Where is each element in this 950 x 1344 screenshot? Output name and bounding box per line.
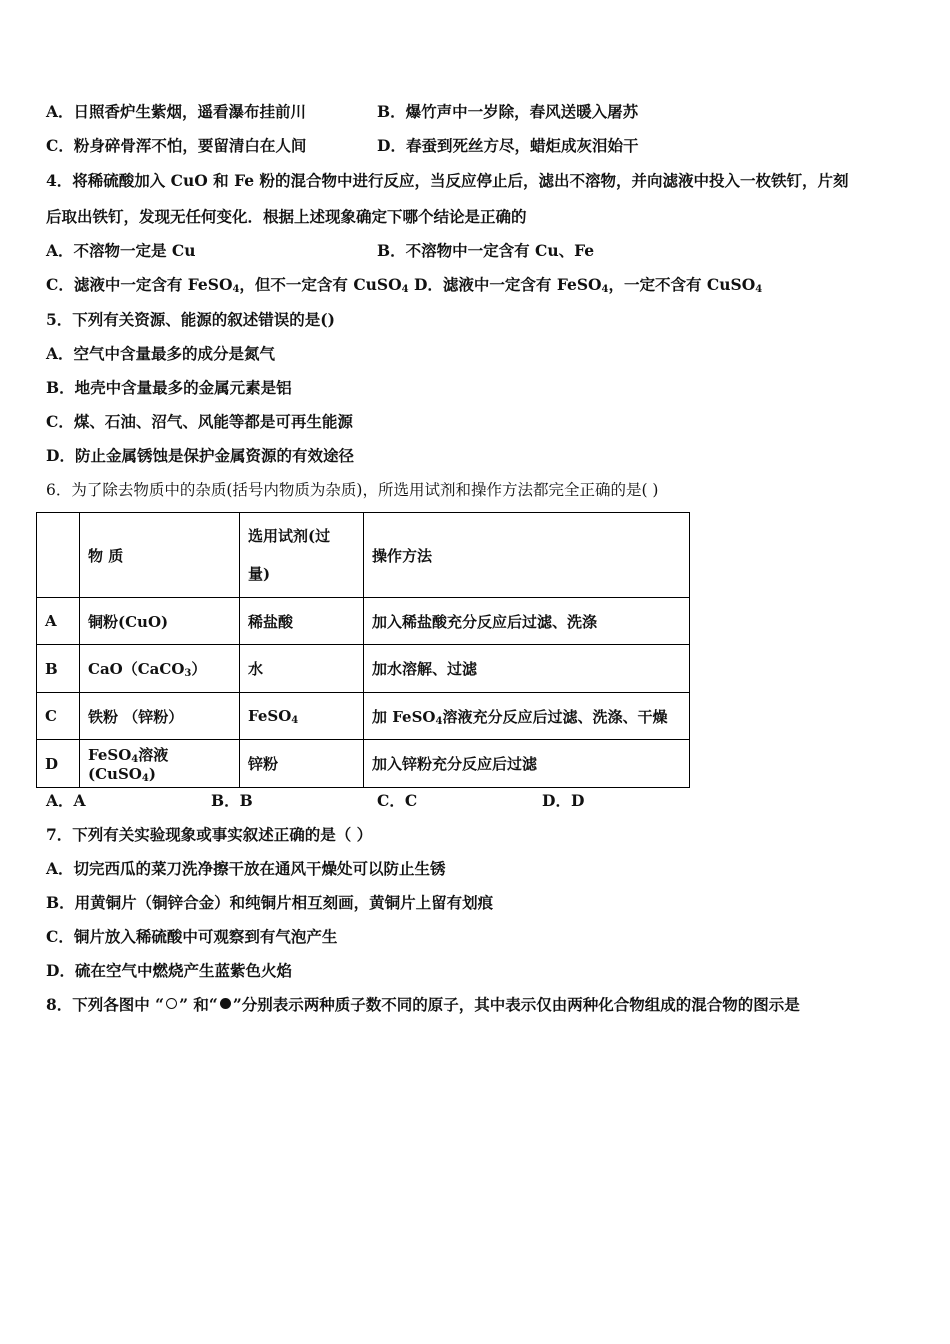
q4-option-c-mid: ，但不一定含有 CuSO (239, 275, 402, 294)
row-reagent (240, 693, 364, 740)
row-id: B (37, 645, 80, 693)
header-cell-blank (37, 513, 80, 598)
q8-stem-pre: 8．下列各图中 “ (46, 995, 165, 1014)
method-text: 加 FeSO (372, 707, 436, 726)
q4-option-d-mid: ，一定不含有 CuSO (608, 275, 756, 294)
row-reagent: 水 (240, 645, 364, 693)
q3-option-c: C．粉身碎骨浑不怕，要留清白在人间 (46, 136, 307, 155)
table-header-row (37, 513, 690, 598)
q4-option-d-pre: D．滤液中一定含有 FeSO (408, 275, 602, 294)
q6-table (36, 512, 690, 788)
filled-circle-atom-icon (220, 998, 231, 1009)
table-row (37, 645, 690, 693)
q6-stem: 6．为了除去物质中的杂质(括号内物质为杂质)，所选用试剂和操作方法都完全正确的是( ) (46, 481, 659, 499)
q6-option-c: C．C (377, 791, 418, 810)
q4-stem-line1: 4．将稀硫酸加入 CuO 和 Fe 粉的混合物中进行反应，当反应停止后，滤出不溶物，并向滤液中投入一枚铁钉，片刻 (46, 171, 849, 190)
row-id: A (37, 598, 80, 645)
row-reagent: 锌粉 (240, 740, 364, 788)
q8-stem-post: ”分别表示两种质子数不同的原子，其中表示仅由两种化合物组成的混合物的图示是 (232, 995, 800, 1014)
q6-option-b: B．B (211, 791, 253, 810)
q5-stem: 5．下列有关资源、能源的叙述错误的是() (46, 310, 335, 329)
q8-stem-mid: ” 和“ (179, 995, 218, 1014)
row-method: 加入锌粉充分反应后过滤 (364, 740, 690, 788)
subscript: 4 (291, 715, 299, 726)
subscript: 4 (401, 284, 409, 295)
row-substance (80, 740, 240, 788)
header-reagent-line1: 选用试剂(过 (248, 527, 331, 545)
method-text: 溶液充分反应后过滤、洗涤、干燥 (442, 707, 668, 726)
q7-stem: 7．下列有关实验现象或事实叙述正确的是（ ） (46, 825, 373, 844)
q7-option-d: D．硫在空气中燃烧产生蓝紫色火焰 (46, 961, 292, 980)
q4-option-a: A．不溶物一定是 Cu (46, 241, 196, 260)
q7-option-b: B．用黄铜片（铜锌合金）和纯铜片相互刻画，黄铜片上留有划痕 (46, 893, 494, 912)
q4-stem-line2: 后取出铁钉，发现无任何变化．根据上述现象确定下哪个结论是正确的 (46, 207, 527, 226)
substance-text: CaO（CaCO (88, 660, 185, 678)
row-method: 加入稀盐酸充分反应后过滤、洗涤 (364, 598, 690, 645)
q4-option-b: B．不溶物中一定含有 Cu、Fe (377, 241, 595, 260)
row-substance (80, 645, 240, 693)
q7-option-a: A．切完西瓜的菜刀洗净擦干放在通风干燥处可以防止生锈 (46, 859, 446, 878)
row-reagent: 稀盐酸 (240, 598, 364, 645)
open-circle-atom-icon (166, 998, 177, 1009)
q4-option-c-pre: C．滤液中一定含有 FeSO (46, 275, 233, 294)
q5-option-d: D．防止金属锈蚀是保护金属资源的有效途径 (46, 446, 354, 465)
header-cell-substance: 物 质 (80, 513, 240, 598)
q3-option-b: B．爆竹声中一岁除，春风送暖入屠苏 (377, 102, 639, 121)
substance-text: ) (148, 765, 156, 783)
q4-options-c-d (46, 275, 762, 295)
substance-text: FeSO (88, 746, 132, 764)
table-row (37, 693, 690, 740)
q6-option-a: A．A (46, 791, 86, 810)
substance-text: ） (191, 660, 207, 678)
row-method (364, 693, 690, 740)
subscript: 4 (601, 284, 609, 295)
row-id: D (37, 740, 80, 788)
row-id: C (37, 693, 80, 740)
q8-stem (46, 995, 800, 1015)
row-method: 加水溶解、过滤 (364, 645, 690, 693)
header-cell-method: 操作方法 (364, 513, 690, 598)
q5-option-c: C．煤、石油、沼气、风能等都是可再生能源 (46, 412, 353, 431)
subscript: 4 (131, 754, 139, 765)
q7-option-c: C．铜片放入稀硫酸中可观察到有气泡产生 (46, 927, 338, 946)
subscript: 4 (141, 773, 149, 784)
subscript: 4 (755, 284, 763, 295)
row-substance: 铜粉(CuO) (80, 598, 240, 645)
table-row (37, 740, 690, 788)
header-cell-reagent (240, 513, 364, 598)
header-reagent-line2: 量) (248, 565, 271, 583)
table-row (37, 598, 690, 645)
subscript: 4 (435, 715, 443, 727)
substance-text: 溶液(CuSO (88, 746, 169, 783)
reagent-text: FeSO (248, 707, 292, 725)
q6-option-d: D．D (542, 791, 585, 810)
q5-option-a: A．空气中含量最多的成分是氮气 (46, 344, 276, 363)
q5-option-b: B．地壳中含量最多的金属元素是铝 (46, 378, 292, 397)
subscript: 4 (232, 284, 240, 295)
q3-option-a: A．日照香炉生紫烟，遥看瀑布挂前川 (46, 102, 307, 121)
subscript: 3 (184, 668, 192, 679)
q3-option-d: D．春蚕到死丝方尽，蜡炬成灰泪始干 (377, 136, 639, 155)
row-substance: 铁粉 （锌粉） (80, 693, 240, 740)
